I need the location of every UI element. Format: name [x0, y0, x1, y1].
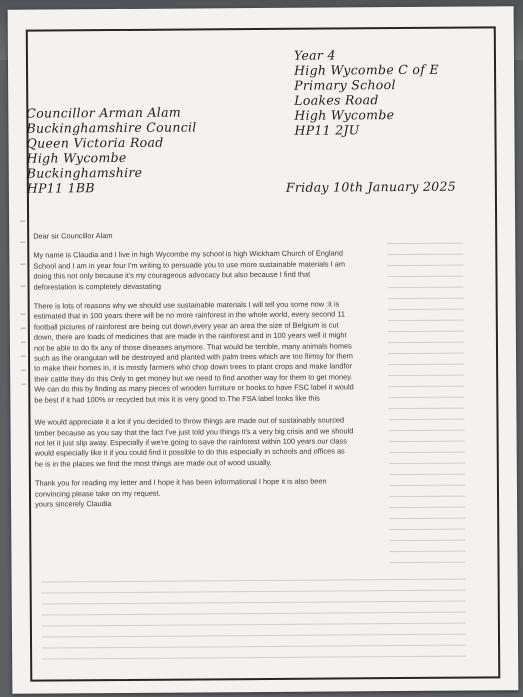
school-address-line: High Wycombe C of E [293, 61, 439, 78]
margin-mark [21, 370, 26, 371]
paragraph-thanks: Thank you for reading my letter and I hope it has been informational I hope it is also been convincing please take on my request. [34, 476, 327, 499]
margin-mark [21, 342, 26, 343]
letter-sheet [8, 6, 519, 694]
margin-mark [20, 221, 25, 222]
margin-mark [21, 356, 26, 357]
margin-mark [21, 314, 26, 315]
recipient-address [26, 104, 197, 195]
salutation: Dear sir Councillor Alam [33, 231, 113, 241]
letter-date: Friday 10th January 2025 [285, 178, 457, 195]
recipient-address-line: HP11 1BB [26, 180, 95, 196]
margin-mark [20, 242, 25, 243]
paragraph-request: We would appreciate it a lot if you decided to throw things are made out of sustainably sourced timber because as you say that the fact I've just told you things it's a very big crisis and we should not let it just slip away. Especially if we're going to save the rainforest within 100 years.our class would especially like it if you could find it possible to do this especially in schools and offices as he is in the places we find the most things are made out of wood usually. [34, 415, 354, 469]
recipient-address-line: Queen Victoria Road [26, 134, 164, 151]
margin-mark [21, 286, 26, 287]
school-address-line: HP11 2JU [294, 122, 360, 138]
recipient-address-line: Councillor Arman Alam [26, 104, 182, 121]
paragraph-intro: My name is Claudia and I live in high Wycombe my school is high Wickham Church of England School and I am in year four I'm writing to persuade you to use more sustainable materials I am doing this not only because it's my courageous advocacy but also because I find that deforestation is completely devastating [33, 248, 345, 292]
school-address-line: Primary School [294, 77, 396, 93]
margin-mark [21, 384, 26, 385]
signoff: yours sincerely Claudia [35, 498, 112, 509]
recipient-address-line: Buckinghamshire [26, 164, 143, 181]
school-address [294, 47, 439, 138]
school-address-line: Year 4 [293, 47, 336, 63]
recipient-address-line: Buckinghamshire Council [26, 119, 197, 136]
letter-body [33, 229, 355, 519]
school-address-line: High Wycombe [294, 107, 395, 123]
paragraph-reasons: There is lots of reasons why we should use sustainable materials I will tell you some now :it is estimated that in 100 years there will be no more rainforest in the whole world, every second 11 football pictures of rainforest are being cut down,every year an area the size of Belgium is cut down, there are loads of medicines that are made in the rainforest and in 100 years well it might not be able to do fix any of those diseases anymore. That would be terrible, many animals homes such as the orangutan will be destroyed and planted with palm trees which are too flimsy for them to make their homes in, it is mostly farmers who chop down trees to plant crops and make landfor their cattle they do this Only to get money but we need to find another way for them to get money. We can do this by finding as many pieces of wooden furniture or books to have FSC label it would be best if it had 100% or recycled but mix it is very good to.The FSA label looks like this [33, 299, 354, 405]
margin-mark [21, 328, 26, 329]
recipient-address-line: High Wycombe [26, 149, 127, 166]
margin-mark [20, 264, 25, 265]
school-address-line: Loakes Road [294, 92, 379, 108]
